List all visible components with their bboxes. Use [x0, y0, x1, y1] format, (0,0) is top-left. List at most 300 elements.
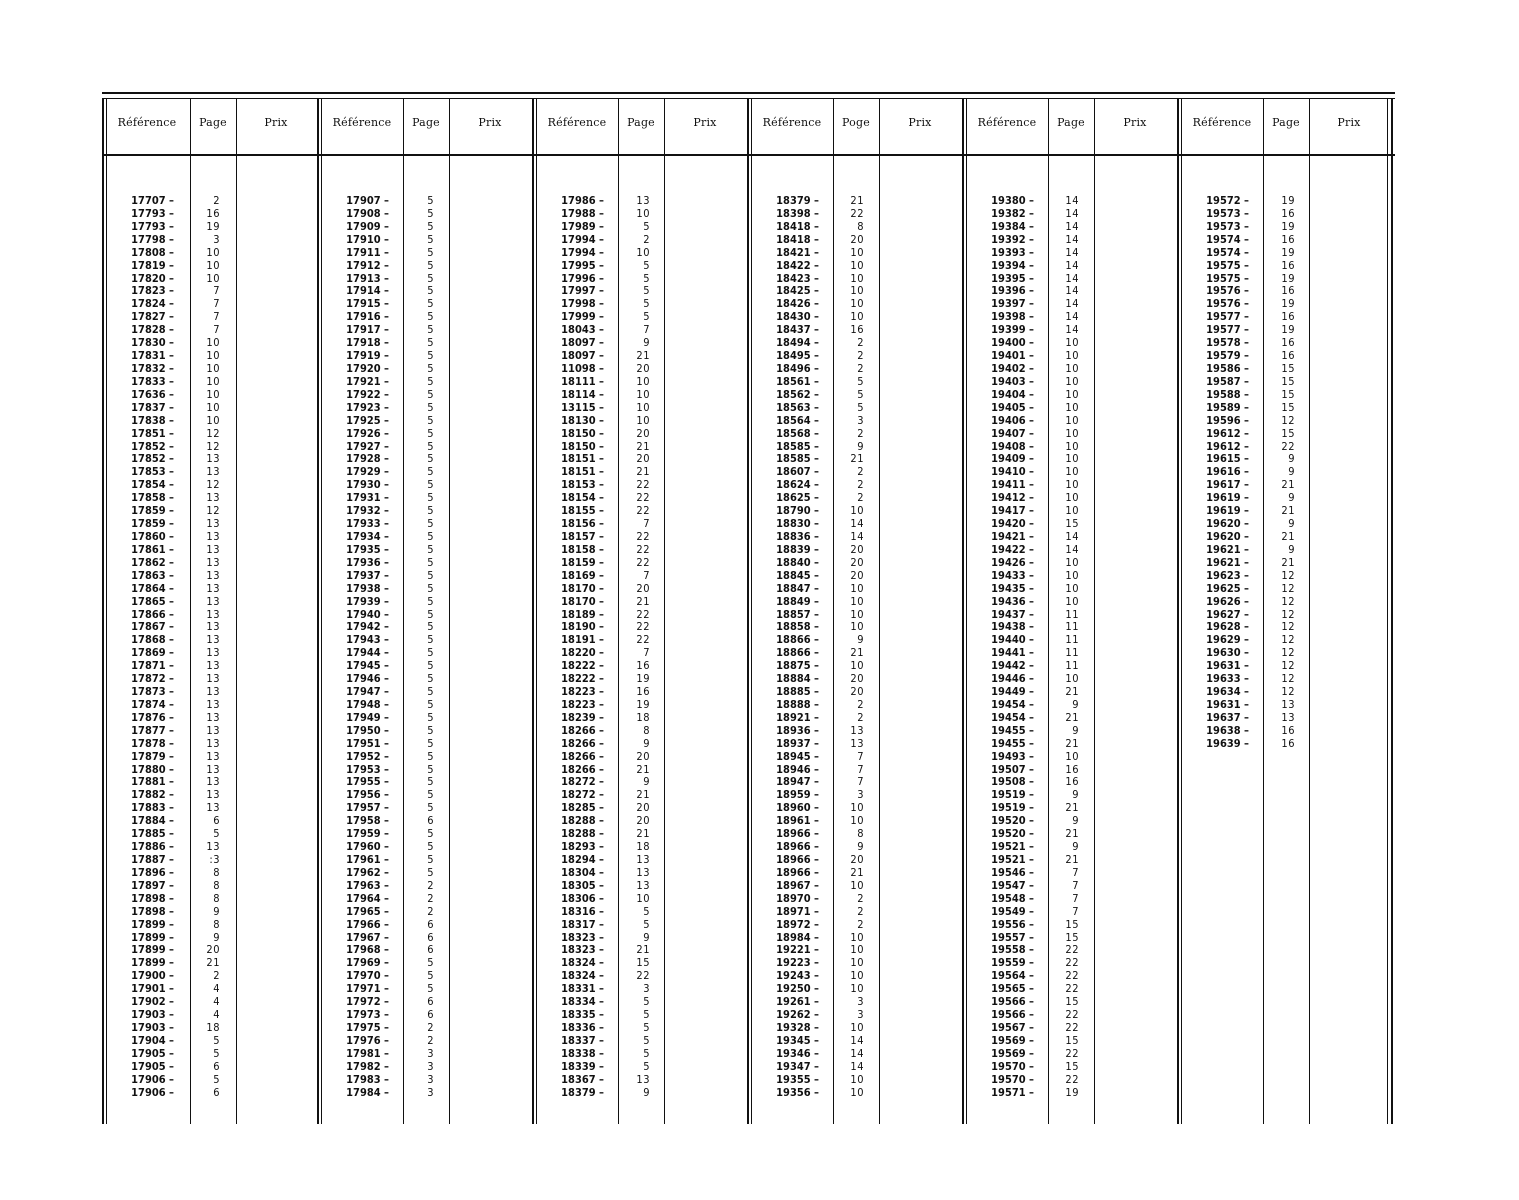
page-cell: 20 — [850, 853, 864, 867]
page-cell: 5 — [857, 374, 864, 388]
reference-cell: 17903 – — [116, 1009, 174, 1022]
block-left-border — [747, 98, 749, 1124]
page-cell: 2 — [857, 349, 864, 363]
reference-cell: 17887 – — [116, 854, 174, 867]
page-cell: 5 — [427, 413, 434, 427]
page-cell: 14 — [1065, 310, 1079, 324]
reference-cell: 18379 – — [761, 195, 819, 208]
reference-cell: 17983 – — [331, 1074, 389, 1087]
reference-cell: 18294 – — [546, 854, 604, 867]
page-cell: 6 — [213, 814, 220, 828]
reference-cell: 17966 – — [331, 919, 389, 932]
page-cell: 5 — [643, 1059, 650, 1073]
reference-cell: 17962 – — [331, 867, 389, 880]
reference-cell: 17934 – — [331, 531, 389, 544]
block-left-border — [317, 98, 319, 1124]
page-cell: 10 — [206, 413, 220, 427]
page-cell: 2 — [427, 891, 434, 905]
reference-cell: 19577 – — [1191, 311, 1249, 324]
reference-cell: 18156 – — [546, 518, 604, 531]
page-cell: 14 — [850, 1046, 864, 1060]
page-cell: 2 — [427, 1033, 434, 1047]
page-cell: 12 — [1281, 659, 1295, 673]
block-left-border-inner — [321, 98, 322, 1124]
reference-cell: 19623 – — [1191, 570, 1249, 583]
reference-cell: 17935 – — [331, 544, 389, 557]
page-cell: 22 — [636, 478, 650, 492]
reference-cell: 17905 – — [116, 1048, 174, 1061]
page-cell: 22 — [1065, 1008, 1079, 1022]
page-cell: 19 — [1281, 194, 1295, 207]
reference-cell: 19519 – — [976, 789, 1034, 802]
page-cell: 21 — [1281, 478, 1295, 492]
page-prix-divider — [879, 98, 880, 1124]
reference-cell: 17860 – — [116, 531, 174, 544]
reference-cell: 18421 – — [761, 247, 819, 260]
reference-cell: 17997 – — [546, 285, 604, 298]
page-cell: 21 — [636, 943, 650, 957]
page-cell: 13 — [636, 878, 650, 892]
page-cell: 20 — [636, 426, 650, 440]
page-cell: 6 — [213, 1059, 220, 1073]
page-cell: 10 — [1065, 555, 1079, 569]
page-cell: 9 — [643, 930, 650, 944]
reference-cell: 19588 – — [1191, 389, 1249, 402]
page-cell: 10 — [636, 374, 650, 388]
reference-cell: 19566 – — [976, 996, 1034, 1009]
page-cell: 7 — [213, 297, 220, 311]
page-cell: 21 — [1281, 555, 1295, 569]
page-cell: 5 — [643, 284, 650, 298]
page-cell: 14 — [1065, 284, 1079, 298]
reference-cell: 18947 – — [761, 776, 819, 789]
page-cell: 19 — [1281, 219, 1295, 233]
reference-cell: 17909 – — [331, 221, 389, 234]
page-cell: 12 — [206, 504, 220, 518]
reference-cell: 19436 – — [976, 596, 1034, 609]
page-cell: 5 — [427, 581, 434, 595]
page-cell: 10 — [850, 284, 864, 298]
page-cell: 8 — [213, 865, 220, 879]
page-cell: 5 — [427, 491, 434, 505]
reference-cell: 18220 – — [546, 647, 604, 660]
ref-page-divider — [618, 98, 619, 1124]
page-cell: 15 — [1281, 374, 1295, 388]
page-cell: 10 — [206, 361, 220, 375]
page-cell: 10 — [850, 245, 864, 259]
reference-cell: 19547 – — [976, 880, 1034, 893]
page-cell: 2 — [857, 917, 864, 931]
reference-cell: 19520 – — [976, 815, 1034, 828]
page-column — [408, 195, 434, 1100]
page-cell: 16 — [1281, 206, 1295, 220]
page-cell: 11 — [1065, 607, 1079, 621]
page-cell: 5 — [643, 1033, 650, 1047]
page-cell: 13 — [850, 723, 864, 737]
page-cell: 13 — [206, 736, 220, 750]
page-cell: 13 — [206, 568, 220, 582]
reference-cell: 17931 – — [331, 492, 389, 505]
reference-cell: 18379 – — [546, 1087, 604, 1100]
page-cell: 16 — [1281, 258, 1295, 272]
page-cell: 10 — [1065, 594, 1079, 608]
page-cell: 7 — [1072, 865, 1079, 879]
page-cell: 7 — [213, 323, 220, 337]
reference-cell: 17944 – — [331, 647, 389, 660]
reference-cell: 17900 – — [116, 970, 174, 983]
block-left-border-inner — [751, 98, 752, 1124]
reference-cell: 19616 – — [1191, 466, 1249, 479]
page-cell: 5 — [427, 439, 434, 453]
block-right-border-inner — [1387, 98, 1388, 1124]
page-cell: 10 — [850, 620, 864, 634]
ref-page-divider — [1048, 98, 1049, 1124]
page-cell: 16 — [1281, 336, 1295, 350]
page-cell: 11 — [1065, 633, 1079, 647]
page-cell: 2 — [213, 194, 220, 207]
page-cell: 5 — [427, 956, 434, 970]
reference-cell: 17908 – — [331, 208, 389, 221]
reference-cell: 19574 – — [1191, 234, 1249, 247]
page-cell: 13 — [206, 659, 220, 673]
reference-cell: 17920 – — [331, 363, 389, 376]
page-cell: 22 — [850, 206, 864, 220]
reference-cell: 17969 – — [331, 957, 389, 970]
reference-cell: 18306 – — [546, 893, 604, 906]
page-cell: 3 — [213, 232, 220, 246]
reference-cell: 19619 – — [1191, 505, 1249, 518]
page-cell: 13 — [636, 194, 650, 207]
reference-cell: 17898 – — [116, 893, 174, 906]
page-cell: 9 — [643, 1085, 650, 1099]
reference-cell: 17967 – — [331, 932, 389, 945]
reference-cell: 18966 – — [761, 867, 819, 880]
reference-cell: 18437 – — [761, 324, 819, 337]
reference-cell: 17938 – — [331, 583, 389, 596]
page-cell: 19 — [1281, 271, 1295, 285]
page-cell: 5 — [857, 400, 864, 414]
reference-cell: 18191 – — [546, 634, 604, 647]
reference-cell: 18961 – — [761, 815, 819, 828]
page-cell: 13 — [206, 840, 220, 854]
reference-cell: 17869 – — [116, 647, 174, 660]
page-cell: 7 — [1072, 878, 1079, 892]
reference-cell: 18839 – — [761, 544, 819, 557]
reference-cell: 17871 – — [116, 660, 174, 673]
reference-cell: 19573 – — [1191, 208, 1249, 221]
ref-page-divider — [403, 98, 404, 1124]
page-cell: 13 — [636, 1072, 650, 1086]
reference-cell: 18830 – — [761, 518, 819, 531]
reference-cell: 17918 – — [331, 337, 389, 350]
reference-cell: 17943 – — [331, 634, 389, 647]
reference-column — [116, 195, 174, 1100]
reference-cell: 17963 – — [331, 880, 389, 893]
page-cell: 10 — [206, 400, 220, 414]
page-cell: 8 — [213, 878, 220, 892]
page-cell: 15 — [1065, 917, 1079, 931]
reference-cell: 17863 – — [116, 570, 174, 583]
page-cell: 10 — [1065, 439, 1079, 453]
reference-cell: 19422 – — [976, 544, 1034, 557]
reference-cell: 19573 – — [1191, 221, 1249, 234]
reference-cell: 19409 – — [976, 453, 1034, 466]
page-cell: 18 — [636, 710, 650, 724]
reference-cell: 18288 – — [546, 828, 604, 841]
reference-cell: 18398 – — [761, 208, 819, 221]
page-cell: 13 — [206, 672, 220, 686]
page-cell: 10 — [850, 607, 864, 621]
reference-cell: 19455 – — [976, 738, 1034, 751]
reference-cell: 18866 – — [761, 647, 819, 660]
reference-cell: 18495 – — [761, 350, 819, 363]
page-cell: 5 — [427, 206, 434, 220]
page-cell: 5 — [427, 646, 434, 660]
reference-cell: 18323 – — [546, 944, 604, 957]
page-cell: 10 — [1065, 426, 1079, 440]
reference-cell: 18111 – — [546, 376, 604, 389]
reference-cell: 18337 – — [546, 1035, 604, 1048]
reference-cell: 19639 – — [1191, 738, 1249, 751]
reference-cell: 17915 – — [331, 298, 389, 311]
block-left-border-inner — [966, 98, 967, 1124]
page-cell: 5 — [427, 762, 434, 776]
reference-column — [546, 195, 604, 1100]
reference-cell: 19442 – — [976, 660, 1034, 673]
page-cell: 10 — [1065, 374, 1079, 388]
reference-cell: 17882 – — [116, 789, 174, 802]
page-prix-divider — [1309, 98, 1310, 1124]
reference-cell: 18418 – — [761, 221, 819, 234]
reference-cell: 17958 – — [331, 815, 389, 828]
reference-column — [331, 195, 389, 1100]
reference-cell: 18426 – — [761, 298, 819, 311]
reference-cell: 17928 – — [331, 453, 389, 466]
reference-cell: 17994 – — [546, 234, 604, 247]
page-cell: 20 — [850, 568, 864, 582]
reference-cell: 19569 – — [976, 1048, 1034, 1061]
page-cell: 10 — [1065, 581, 1079, 595]
reference-cell: 19634 – — [1191, 686, 1249, 699]
page-cell: 9 — [1072, 723, 1079, 737]
page-cell: 5 — [427, 788, 434, 802]
page-cell: 5 — [427, 555, 434, 569]
reference-cell: 19441 – — [976, 647, 1034, 660]
reference-cell: 18266 – — [546, 751, 604, 764]
reference-cell: 19574 – — [1191, 247, 1249, 260]
reference-cell: 18561 – — [761, 376, 819, 389]
block-left-border-inner — [106, 98, 107, 1124]
reference-cell: 17939 – — [331, 596, 389, 609]
reference-cell: 17852 – — [116, 441, 174, 454]
reference-cell: 19577 – — [1191, 324, 1249, 337]
reference-cell: 19521 – — [976, 854, 1034, 867]
header-page: Page — [199, 116, 227, 129]
page-cell: 22 — [1065, 1072, 1079, 1086]
reference-cell: 18875 – — [761, 660, 819, 673]
reference-cell: 18971 – — [761, 906, 819, 919]
reference-cell: 19493 – — [976, 751, 1034, 764]
reference-cell: 17881 – — [116, 776, 174, 789]
page-cell: 21 — [1065, 827, 1079, 841]
page-cell: 9 — [1072, 840, 1079, 854]
column-block-4 — [747, 94, 962, 1124]
page-column — [838, 195, 864, 1100]
page-cell: 5 — [643, 219, 650, 233]
reference-cell: 18272 – — [546, 776, 604, 789]
page-cell: 15 — [1065, 517, 1079, 531]
reference-cell: 17961 – — [331, 854, 389, 867]
page-cell: 9 — [643, 736, 650, 750]
reference-cell: 18288 – — [546, 815, 604, 828]
reference-cell: 13115 – — [546, 402, 604, 415]
reference-cell: 18316 – — [546, 906, 604, 919]
reference-cell: 19410 – — [976, 466, 1034, 479]
page-cell: 12 — [1281, 620, 1295, 634]
reference-cell: 17911 – — [331, 247, 389, 260]
reference-cell: 18317 – — [546, 919, 604, 932]
page-cell: 12 — [1281, 646, 1295, 660]
reference-cell: 17919 – — [331, 350, 389, 363]
reference-cell: 17852 – — [116, 453, 174, 466]
reference-cell: 17898 – — [116, 906, 174, 919]
page-cell: 9 — [1072, 814, 1079, 828]
page-cell: 5 — [427, 775, 434, 789]
page-cell: 5 — [427, 232, 434, 246]
reference-cell: 17921 – — [331, 376, 389, 389]
reference-cell: 17859 – — [116, 505, 174, 518]
page-cell: 18 — [636, 840, 650, 854]
reference-cell: 17910 – — [331, 234, 389, 247]
page-cell: 20 — [850, 685, 864, 699]
reference-cell: 19394 – — [976, 260, 1034, 273]
reference-cell: 18563 – — [761, 402, 819, 415]
page-cell: 10 — [206, 349, 220, 363]
reference-cell: 18336 – — [546, 1022, 604, 1035]
page-cell: 21 — [206, 956, 220, 970]
page-cell: 21 — [636, 349, 650, 363]
reference-cell: 18494 – — [761, 337, 819, 350]
reference-cell: 17877 – — [116, 725, 174, 738]
reference-cell: 17972 – — [331, 996, 389, 1009]
reference-cell: 18266 – — [546, 738, 604, 751]
page-cell: 2 — [427, 904, 434, 918]
reference-cell: 19575 – — [1191, 273, 1249, 286]
reference-cell: 17940 – — [331, 609, 389, 622]
page-cell: 14 — [1065, 219, 1079, 233]
page-cell: 6 — [427, 995, 434, 1009]
page-cell: 10 — [850, 801, 864, 815]
header-page: Page — [627, 116, 655, 129]
reference-cell: 17956 – — [331, 789, 389, 802]
reference-cell: 19521 – — [976, 841, 1034, 854]
reference-cell: 19404 – — [976, 389, 1034, 402]
page-cell: 3 — [427, 1072, 434, 1086]
page-cell: 9 — [1288, 542, 1295, 556]
page-cell: 5 — [427, 529, 434, 543]
reference-cell: 19401 – — [976, 350, 1034, 363]
page-cell: 5 — [427, 736, 434, 750]
reference-cell: 19221 – — [761, 944, 819, 957]
page-cell: 13 — [206, 465, 220, 479]
reference-cell: 17957 – — [331, 802, 389, 815]
reference-cell: 19546 – — [976, 867, 1034, 880]
reference-cell: 18936 – — [761, 725, 819, 738]
page-cell: 21 — [636, 788, 650, 802]
reference-cell: 19570 – — [976, 1074, 1034, 1087]
page-cell: 14 — [1065, 258, 1079, 272]
header-prix: Prix — [908, 116, 932, 129]
page-cell: 16 — [1281, 723, 1295, 737]
reference-cell: 17955 – — [331, 776, 389, 789]
reference-cell: 17876 – — [116, 712, 174, 725]
page-cell: 6 — [427, 917, 434, 931]
page-cell: :3 — [209, 853, 220, 867]
page-cell: 22 — [1065, 969, 1079, 983]
page-cell: 16 — [636, 659, 650, 673]
reference-cell: 18624 – — [761, 479, 819, 492]
page-cell: 5 — [427, 310, 434, 324]
page-cell: 22 — [1065, 1021, 1079, 1034]
page-cell: 4 — [213, 995, 220, 1009]
reference-cell: 19395 – — [976, 273, 1034, 286]
page-cell: 3 — [427, 1046, 434, 1060]
reference-cell: 19437 – — [976, 609, 1034, 622]
page-cell: 7 — [643, 517, 650, 531]
reference-cell: 17861 – — [116, 544, 174, 557]
page-cell: 5 — [427, 323, 434, 337]
page-cell: 2 — [643, 232, 650, 246]
reference-cell: 18266 – — [546, 725, 604, 738]
page-cell: 13 — [850, 736, 864, 750]
page-cell: 2 — [857, 465, 864, 479]
page-cell: 12 — [206, 439, 220, 453]
reference-cell: 17838 – — [116, 415, 174, 428]
page-cell: 7 — [213, 284, 220, 298]
reference-cell: 17951 – — [331, 738, 389, 751]
page-cell: 18 — [206, 1021, 220, 1034]
page-cell: 10 — [850, 930, 864, 944]
reference-cell: 17873 – — [116, 686, 174, 699]
reference-cell: 18272 – — [546, 789, 604, 802]
page-cell: 10 — [850, 297, 864, 311]
reference-cell: 17867 – — [116, 621, 174, 634]
reference-cell: 17947 – — [331, 686, 389, 699]
reference-cell: 17959 – — [331, 828, 389, 841]
reference-cell: 18966 – — [761, 854, 819, 867]
page-cell: 16 — [1281, 232, 1295, 246]
reference-cell: 18223 – — [546, 699, 604, 712]
reference-cell: 17864 – — [116, 583, 174, 596]
page-cell: 6 — [213, 1085, 220, 1099]
reference-cell: 19446 – — [976, 673, 1034, 686]
reference-cell: 19576 – — [1191, 285, 1249, 298]
page-cell: 5 — [427, 633, 434, 647]
page-cell: 15 — [1065, 1059, 1079, 1073]
reference-cell: 18150 – — [546, 441, 604, 454]
header-page: Page — [412, 116, 440, 129]
reference-cell: 17964 – — [331, 893, 389, 906]
page-cell: 22 — [1065, 956, 1079, 970]
reference-cell: 18568 – — [761, 428, 819, 441]
reference-cell: 19449 – — [976, 686, 1034, 699]
reference-cell: 19620 – — [1191, 531, 1249, 544]
page-cell: 5 — [427, 568, 434, 582]
reference-cell: 17899 – — [116, 932, 174, 945]
page-cell: 19 — [1065, 1085, 1079, 1099]
page-cell: 5 — [427, 194, 434, 207]
reference-cell: 19382 – — [976, 208, 1034, 221]
